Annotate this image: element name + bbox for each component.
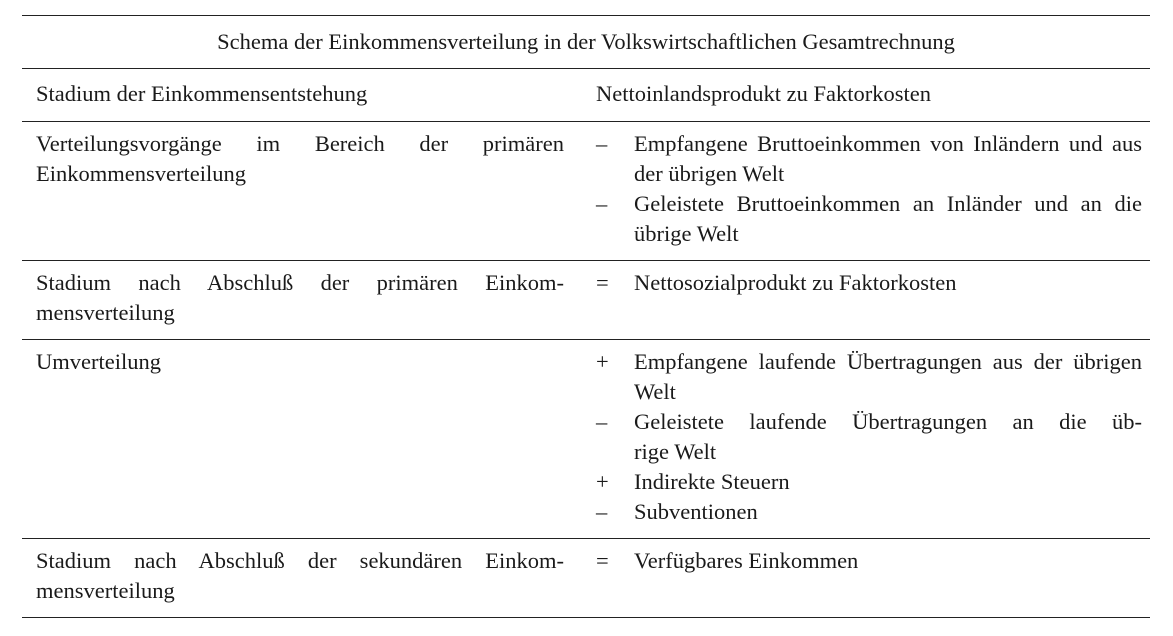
table-title: Schema der Einkommensverteilung in der Volkswirtschaftlichen Gesamtrechnung xyxy=(217,29,955,54)
sign-equals: = xyxy=(596,270,609,295)
table-row xyxy=(22,122,1150,260)
list-item xyxy=(596,347,1142,407)
sign-equals: = xyxy=(596,548,609,573)
row-stage-label: Stadium nach Abschluß der sekundären Einkom- mensverteilung xyxy=(36,548,564,603)
list-item xyxy=(596,189,1142,249)
header-right: Nettoinlandsprodukt zu Faktorkosten xyxy=(596,81,931,106)
item-text: Subventionen xyxy=(634,499,758,524)
sign-minus: – xyxy=(596,499,608,524)
row-items xyxy=(564,129,1150,249)
row-items xyxy=(564,546,1150,606)
item-text: Nettosozialprodukt zu Faktorkosten xyxy=(634,270,957,295)
list-item xyxy=(596,268,1142,298)
bottom-rule xyxy=(22,617,1150,618)
item-text: Geleistete Bruttoeinkommen an Inländer und an die übrige Welt xyxy=(634,191,1142,246)
item-text: Indirekte Steuern xyxy=(634,469,790,494)
list-item xyxy=(596,467,1142,497)
row-items xyxy=(564,347,1150,527)
row-stage-label: Umverteilung xyxy=(36,349,161,374)
header-left: Stadium der Einkommensentstehung xyxy=(36,81,368,106)
row-items xyxy=(564,268,1150,328)
table-row xyxy=(22,261,1150,339)
item-text: Empfangene Bruttoeinkommen von Inländern und aus der übrigen Welt xyxy=(634,131,1142,186)
sign-minus: – xyxy=(596,191,608,216)
row-stage-label: Stadium nach Abschluß der primären Einkom- mensverteilung xyxy=(36,270,564,325)
list-item xyxy=(596,546,1142,576)
sign-minus: – xyxy=(596,409,608,434)
sign-minus: – xyxy=(596,131,608,156)
table-header-row xyxy=(22,69,1150,121)
table-row xyxy=(22,340,1150,538)
sign-plus: + xyxy=(596,349,609,374)
list-item xyxy=(596,497,1142,527)
item-text: Empfangene laufende Übertragungen aus der übrigen Welt xyxy=(634,349,1142,404)
income-distribution-table xyxy=(22,15,1150,618)
list-item xyxy=(596,407,1142,467)
item-text: Verfügbares Einkommen xyxy=(634,548,859,573)
table-row xyxy=(22,539,1150,617)
row-stage-label: Verteilungsvorgänge im Bereich der primären Einkommensverteilung xyxy=(36,131,564,186)
sign-plus: + xyxy=(596,469,609,494)
list-item xyxy=(596,129,1142,189)
item-text: Geleistete laufende Übertragungen an die üb- rige Welt xyxy=(634,409,1142,464)
